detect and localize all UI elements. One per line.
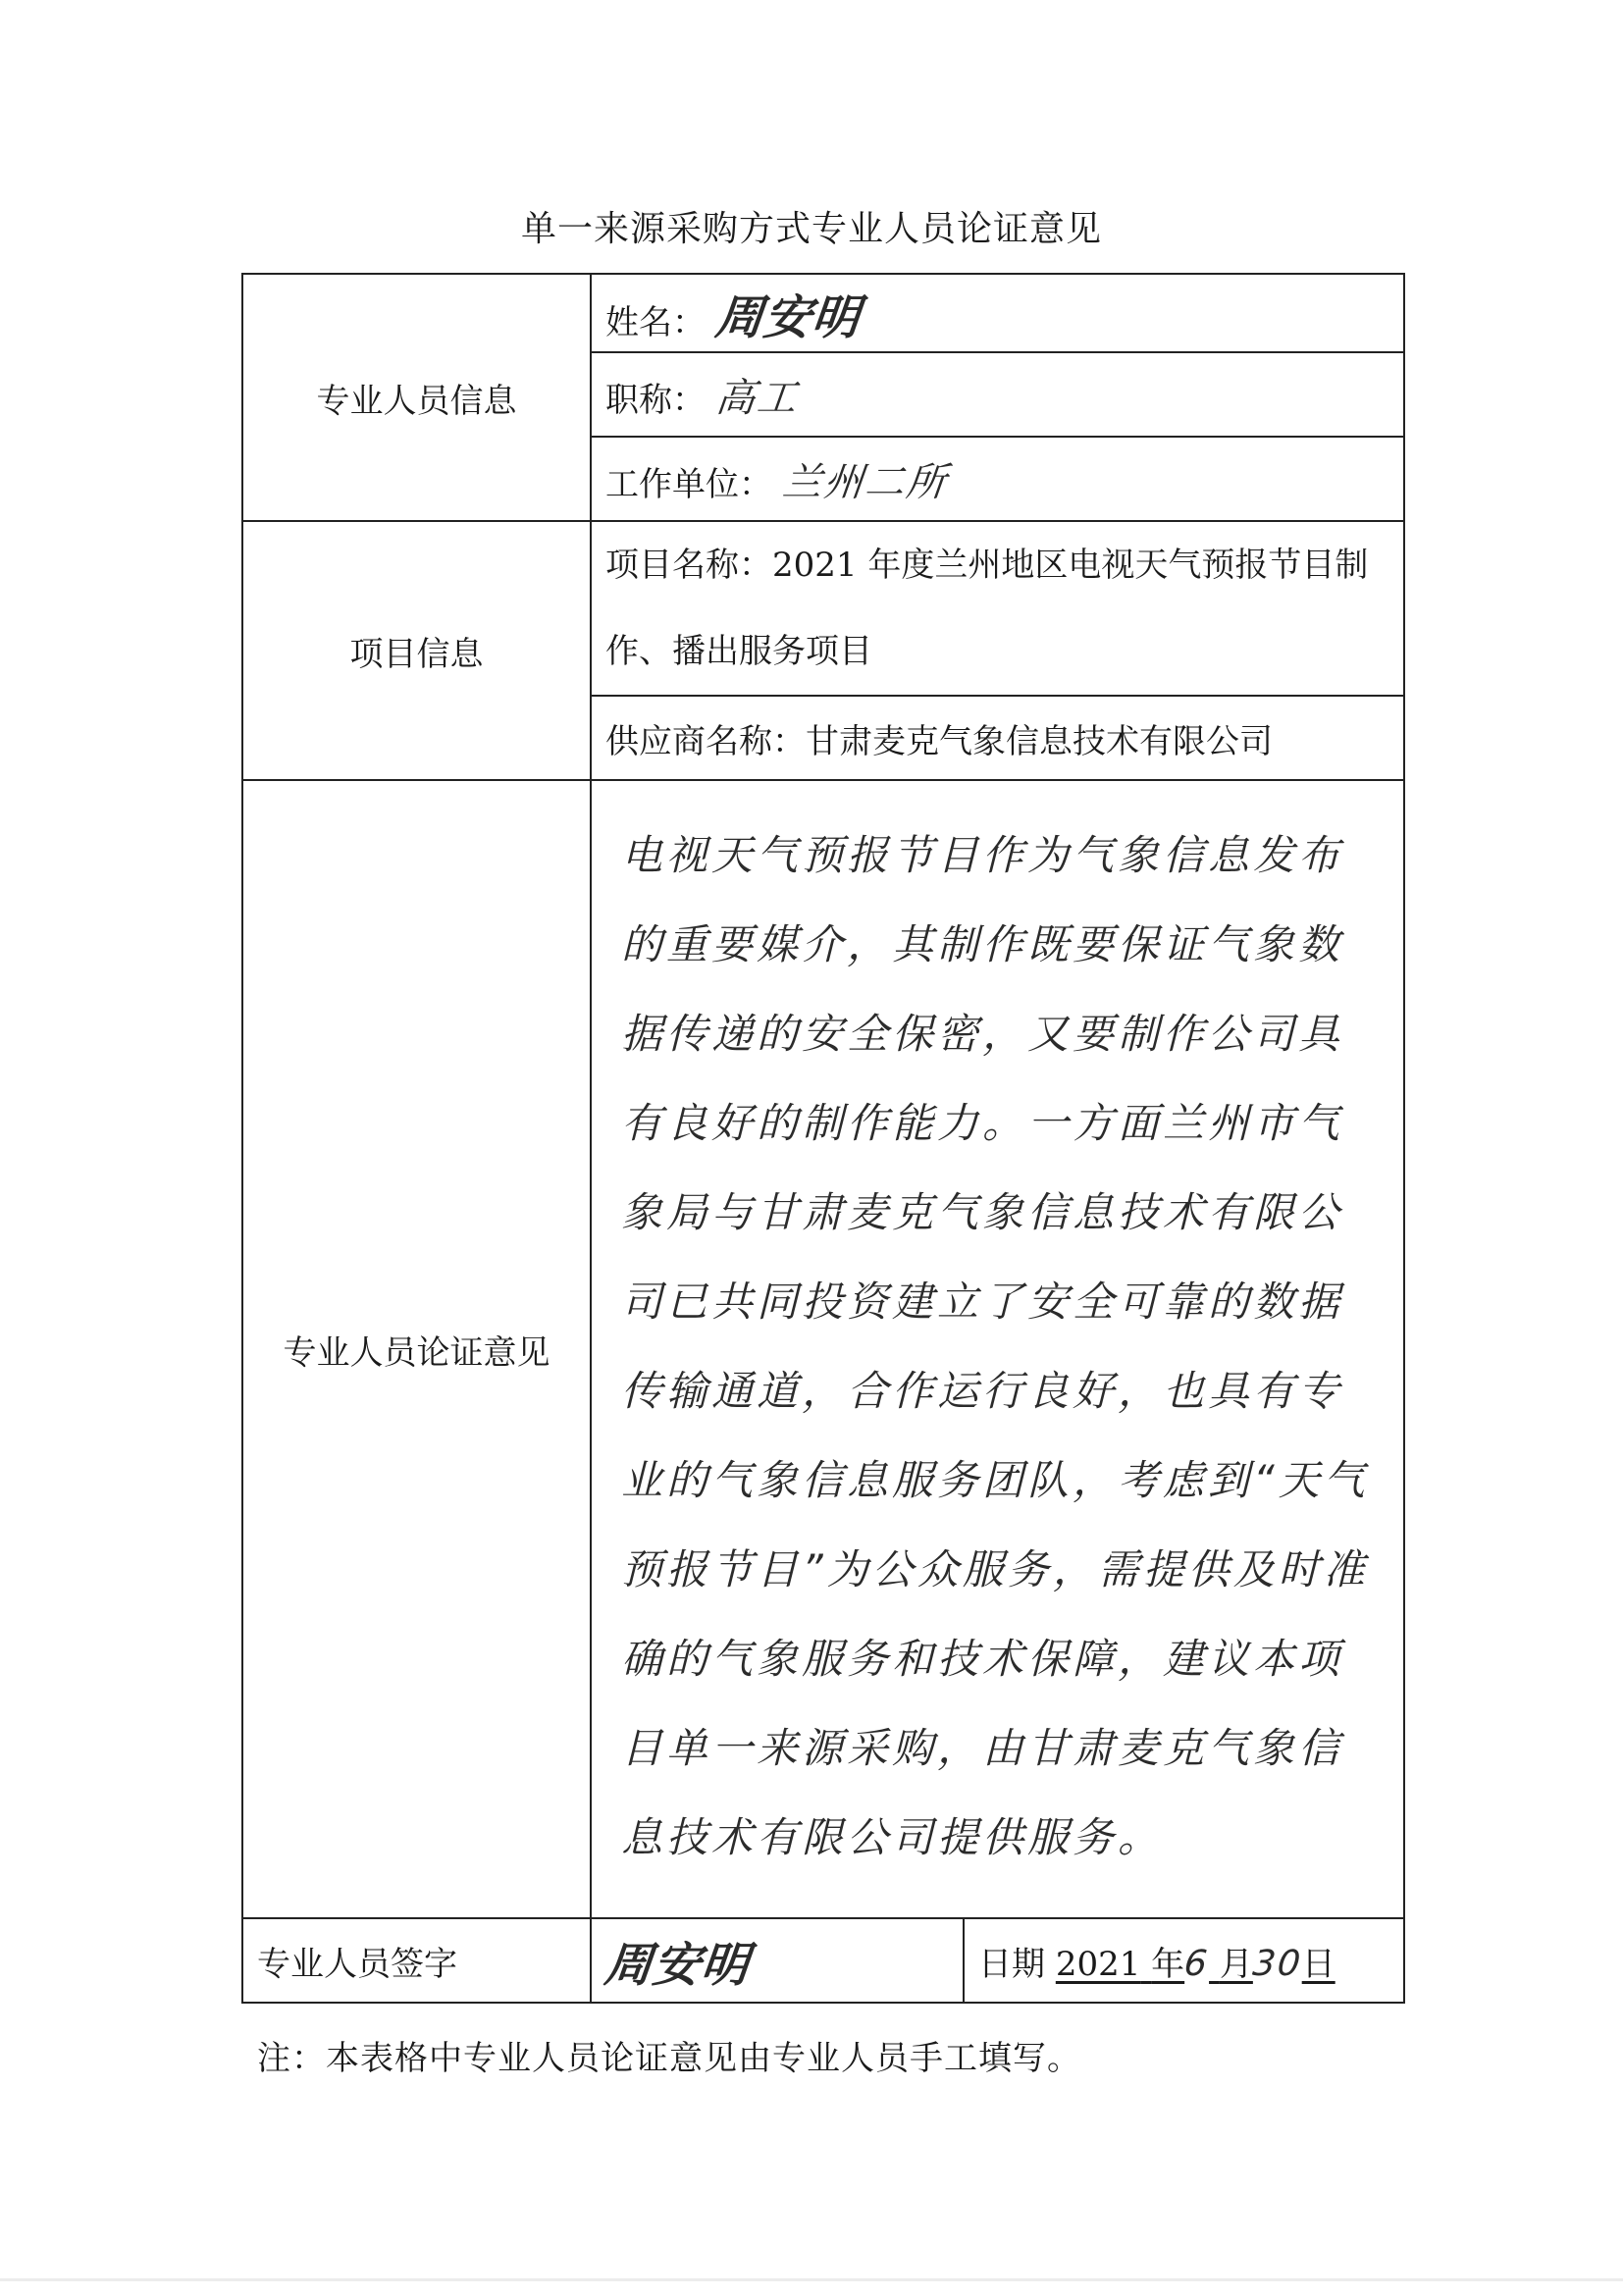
- date-month: 6: [1182, 1943, 1212, 1984]
- opinion-handwritten-text: 电视天气预报节目作为气象信息发布的重要媒介，其制作既要保证气象数据传递的安全保密，又要制作公司具有良好的制作能力。一方面兰州市气象局与甘肃麦克气象信息技术有限公司已共同投资建立了安全可靠的数据传输通道，合作运行良好，也具有专业的气象信息服务团队，考虑到“天气预报节目”为公众服务，需提供及时准确的气象服务和技术保障，建议本项目单一来源采购，由甘肃麦克气象信息技术有限公司提供服务。: [621, 831, 1369, 1861]
- opinion-section-label: 专业人员论证意见: [242, 780, 591, 1918]
- name-value: 周安明: [712, 289, 864, 345]
- name-field: [591, 274, 1404, 352]
- employer-field: [591, 437, 1404, 521]
- name-label: 姓名：: [605, 302, 706, 342]
- signature-row: [242, 1918, 1404, 2003]
- personal-info-section-label: 专业人员信息: [242, 274, 591, 521]
- project-name-label: 项目名称：: [605, 546, 772, 585]
- date-year: 2021: [1055, 1944, 1141, 1984]
- date-day-unit: 日: [1301, 1944, 1335, 1984]
- footnote: 注：本表格中专业人员论证意见由专业人员手工填写。: [257, 2039, 1081, 2078]
- supplier-value: 甘肃麦克气象信息技术有限公司: [806, 721, 1273, 761]
- opinion-form-table: [241, 273, 1405, 2004]
- signature-field: [591, 1918, 964, 2003]
- date-day: 30: [1250, 1943, 1304, 1984]
- signature-label: 专业人员签字: [242, 1918, 591, 2003]
- signature-value: 周安明: [602, 1937, 753, 1993]
- scan-edge-line: [0, 2278, 1623, 2281]
- date-year-unit: 年: [1151, 1944, 1185, 1984]
- date-month-unit: 月: [1219, 1944, 1253, 1984]
- date-underlined: [1056, 1945, 1335, 1984]
- employer-value: 兰州二所: [780, 459, 950, 505]
- job-title-value: 高工: [713, 375, 801, 421]
- job-title-label: 职称：: [605, 380, 706, 420]
- job-title-field: [591, 352, 1404, 437]
- opinion-row: [242, 780, 1404, 1918]
- opinion-field: [591, 780, 1404, 1918]
- document-title: 单一来源采购方式专业人员论证意见: [520, 209, 1102, 249]
- project-name-field: [591, 521, 1404, 696]
- project-name-row: [242, 521, 1404, 696]
- employer-label: 工作单位：: [605, 464, 772, 504]
- date-field: [964, 1918, 1404, 2003]
- name-row: [242, 274, 1404, 352]
- supplier-label: 供应商名称：: [605, 721, 806, 761]
- supplier-field: [591, 696, 1404, 780]
- project-info-section-label: 项目信息: [242, 521, 591, 780]
- date-label: 日期: [978, 1944, 1045, 1984]
- project-name-value: 2021 年度兰州地区电视天气预报节目制作、播出服务项目: [605, 546, 1369, 671]
